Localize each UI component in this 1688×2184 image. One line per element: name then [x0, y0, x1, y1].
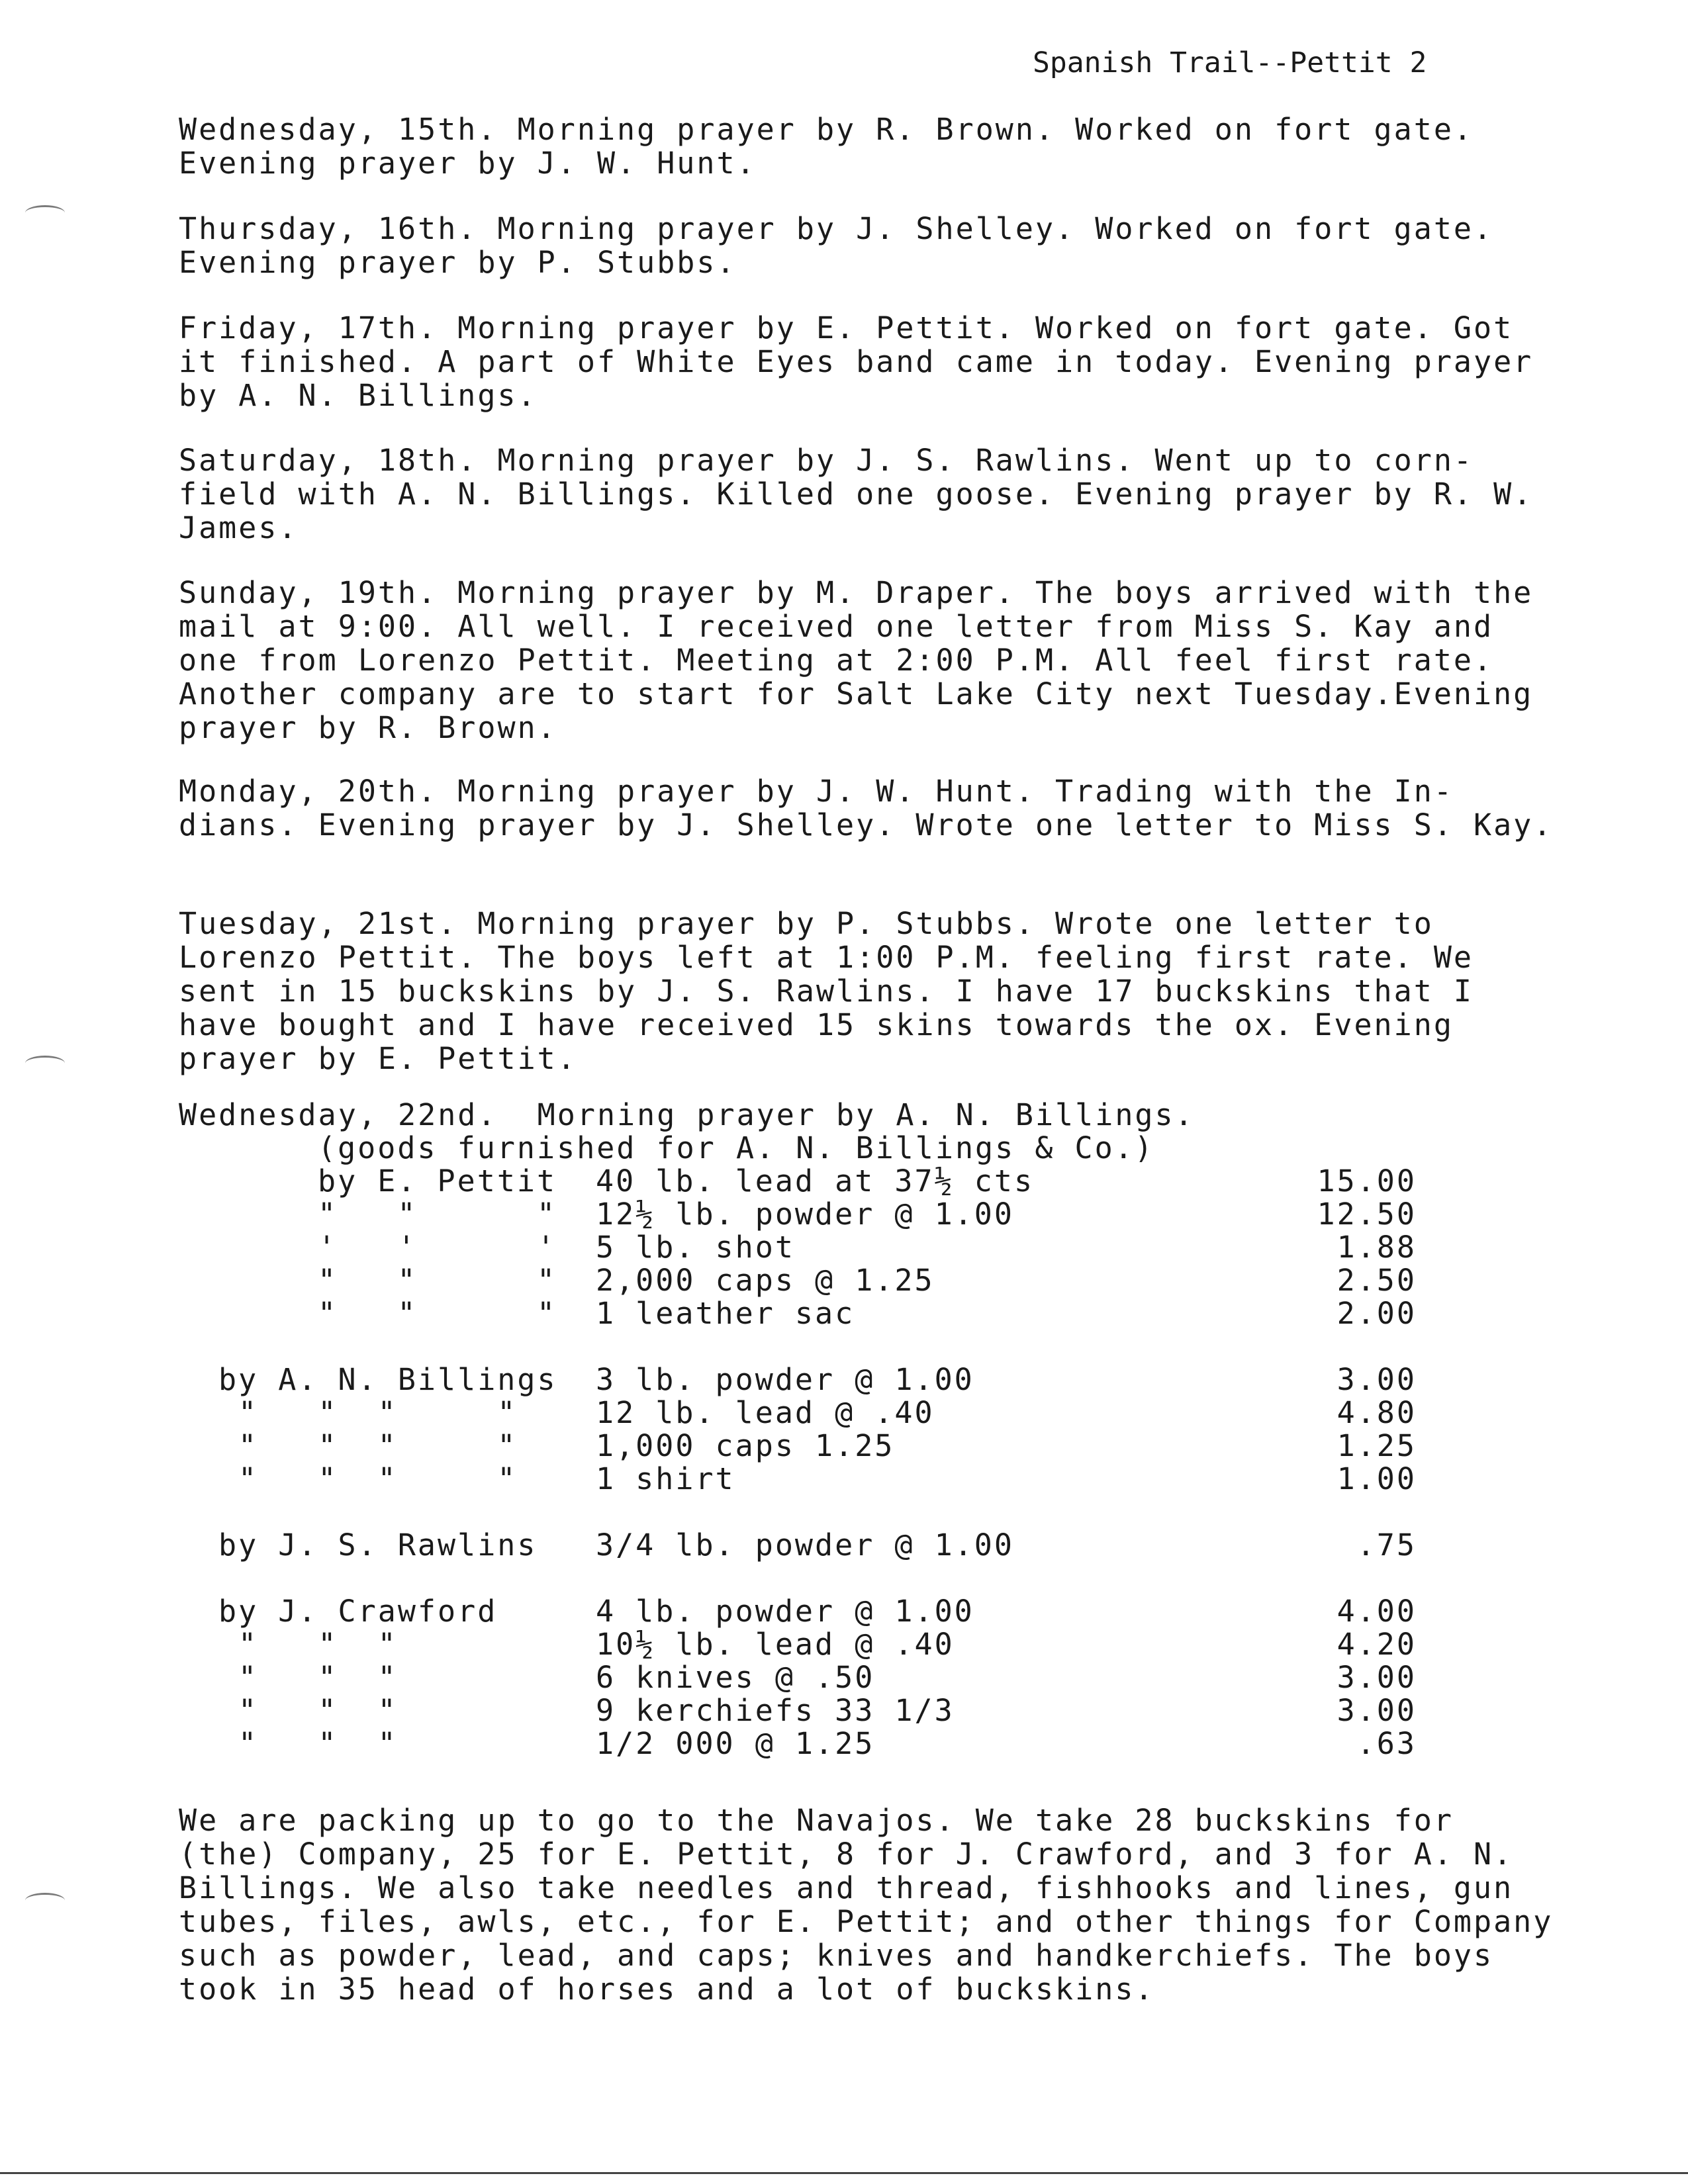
ledger-by: by E. Pettit: [318, 1163, 557, 1199]
ledger-by: " " ": [318, 1263, 557, 1298]
ledger-amount: 12.50: [1317, 1197, 1417, 1232]
ledger-row: [179, 1362, 1417, 1397]
bottom-rule: [0, 2172, 1688, 2174]
ledger-amount: 4.80: [1336, 1395, 1417, 1430]
ledger-item: 5 lb. shot: [596, 1230, 795, 1265]
ledger-by: by J. S. Rawlins: [218, 1527, 538, 1563]
ledger-amount: 3.00: [1336, 1660, 1417, 1695]
entry-thursday-16: Thursday, 16th. Morning prayer by J. Shelley. Worked on fort gate. Evening prayer by P. Stubbs.: [179, 211, 1494, 280]
ledger-item: 1,000 caps 1.25: [596, 1428, 895, 1463]
ledger-item: 3/4 lb. powder @ 1.00: [596, 1527, 1014, 1563]
closing-paragraph: We are packing up to go to the Navajos. We take 28 buckskins for (the) Company, 25 for E. Pettit, 8 for J. Crawford, and 3 for A. N. Billings. We also take needles and thread, fishhooks and lines, gun tubes, files, awls, etc., for E. Pettit; and other things for Company such as powder, lead, and caps; knives and handkerchiefs. The boys took in 35 head of horses and a lot of buckskins.: [179, 1803, 1554, 2007]
ledger-item: 10½ lb. lead @ .40: [596, 1627, 955, 1662]
ledger-amount: 2.00: [1336, 1296, 1417, 1331]
ledger-by: ' ' ': [318, 1230, 557, 1265]
ledger-by: " " ": [238, 1726, 398, 1761]
ledger-amount: 1.88: [1336, 1230, 1417, 1265]
ledger-row: [179, 1395, 1417, 1430]
ledger-row: [179, 1263, 1417, 1298]
ledger-row: [179, 1594, 1417, 1629]
ledger-by: " " ": [238, 1693, 398, 1728]
entry-tuesday-21: Tuesday, 21st. Morning prayer by P. Stubbs. Wrote one letter to Lorenzo Pettit. The boys left at 1:00 P.M. feeling first rate. We sent in 15 buckskins by J. S. Rawlins. I have 17 buckskins that I have bought and I have received 15 skins towards the ox. Evening prayer by E. Pettit.: [179, 906, 1474, 1076]
ledger-by: " " ": [238, 1660, 398, 1695]
ledger-amount: 3.00: [1336, 1362, 1417, 1397]
ledger-subheading: [179, 1130, 1154, 1165]
ledger-amount: 15.00: [1317, 1163, 1417, 1199]
ledger-amount: 4.20: [1336, 1627, 1417, 1662]
entry-saturday-18: Saturday, 18th. Morning prayer by J. S. Rawlins. Went up to corn- field with A. N. Billings. Killed one goose. Evening prayer by R. W. James.: [179, 443, 1534, 545]
ledger-heading: [179, 1097, 1195, 1132]
ledger-amount: .75: [1356, 1527, 1417, 1563]
ledger-by: " " " ": [238, 1428, 518, 1463]
ledger-wednesday-22: [179, 1097, 1417, 1761]
ledger-item: 12½ lb. powder @ 1.00: [596, 1197, 1014, 1232]
ledger-row: [179, 1693, 1417, 1728]
ledger-by: " " ": [318, 1197, 557, 1232]
ledger-row: [179, 1527, 1417, 1563]
ledger-by: " " ": [238, 1627, 398, 1662]
margin-hole-mark: [25, 1056, 65, 1071]
entry-sunday-19: Sunday, 19th. Morning prayer by M. Draper. The boys arrived with the mail at 9:00. All well. I received one letter from Miss S. Kay and one from Lorenzo Pettit. Meeting at 2:00 P.M. All feel first rate. Another company are to start for Salt Lake City next Tuesday.Evening prayer by R. Brown.: [179, 575, 1534, 745]
ledger-row: [179, 1660, 1417, 1695]
ledger-item: 1 leather sac: [596, 1296, 855, 1331]
entry-monday-20: Monday, 20th. Morning prayer by J. W. Hunt. Trading with the In- dians. Evening prayer by J. Shelley. Wrote one letter to Miss S. Kay.: [179, 774, 1554, 842]
ledger-row: [179, 1197, 1417, 1232]
ledger-amount: .63: [1356, 1726, 1417, 1761]
ledger-amount: 3.00: [1336, 1693, 1417, 1728]
ledger-amount: 2.50: [1336, 1263, 1417, 1298]
ledger-row: [179, 1627, 1417, 1662]
ledger-by: " " " ": [238, 1461, 518, 1496]
ledger-by: by A. N. Billings: [218, 1362, 557, 1397]
ledger-subheading-text: (goods furnished for A. N. Billings & Co.): [318, 1130, 1154, 1165]
ledger-item: 6 knives @ .50: [596, 1660, 875, 1695]
ledger-row: [179, 1296, 1417, 1331]
ledger-amount: 1.00: [1336, 1461, 1417, 1496]
page-header: Spanish Trail--Pettit 2: [1033, 46, 1427, 79]
ledger-by: " " ": [318, 1296, 557, 1331]
ledger-item: 12 lb. lead @ .40: [596, 1395, 935, 1430]
margin-hole-mark: [25, 1893, 65, 1908]
margin-hole-mark: [25, 205, 65, 220]
ledger-by: by J. Crawford: [218, 1594, 498, 1629]
ledger-item: 4 lb. powder @ 1.00: [596, 1594, 974, 1629]
ledger-heading-text: Wednesday, 22nd. Morning prayer by A. N. Billings.: [179, 1097, 1195, 1132]
ledger-row: [179, 1163, 1417, 1199]
entry-wednesday-15: Wednesday, 15th. Morning prayer by R. Brown. Worked on fort gate. Evening prayer by J. W. Hunt.: [179, 112, 1474, 181]
ledger-item: 1 shirt: [596, 1461, 735, 1496]
ledger-item: 3 lb. powder @ 1.00: [596, 1362, 974, 1397]
ledger-amount: 4.00: [1336, 1594, 1417, 1629]
ledger-row: [179, 1461, 1417, 1496]
ledger-item: 2,000 caps @ 1.25: [596, 1263, 935, 1298]
ledger-item: 9 kerchiefs 33 1/3: [596, 1693, 955, 1728]
ledger-item: 40 lb. lead at 37½ cts: [596, 1163, 1035, 1199]
ledger-amount: 1.25: [1336, 1428, 1417, 1463]
ledger-item: 1/2 000 @ 1.25: [596, 1726, 875, 1761]
ledger-row: [179, 1428, 1417, 1463]
ledger-by: " " " ": [238, 1395, 518, 1430]
entry-friday-17: Friday, 17th. Morning prayer by E. Pettit. Worked on fort gate. Got it finished. A part of White Eyes band came in today. Evening prayer by A. N. Billings.: [179, 310, 1534, 413]
ledger-row: [179, 1726, 1417, 1761]
ledger-row: [179, 1230, 1417, 1265]
